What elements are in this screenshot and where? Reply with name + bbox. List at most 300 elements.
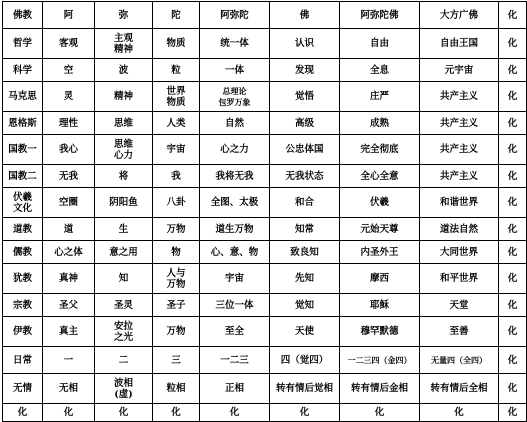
table-cell [270, 317, 340, 347]
table-cell [270, 218, 340, 241]
cell-text: 穆罕默德 [360, 326, 399, 337]
table-cell [420, 241, 499, 264]
table-cell [499, 59, 527, 82]
table-cell [153, 188, 200, 218]
cell-text: 弥 [118, 9, 129, 21]
table-cell [43, 29, 95, 59]
cell-text: 至善 [449, 326, 469, 337]
table-cell [153, 29, 200, 59]
cell-text: 化 [507, 91, 518, 102]
cell-text: 和合 [294, 197, 314, 208]
cell-text: 生 [118, 223, 129, 235]
row-header-cell [3, 188, 43, 218]
cell-text: 宗教 [12, 299, 32, 311]
cell-text: 致良知 [290, 246, 319, 258]
table-cell [340, 218, 420, 241]
table-cell [95, 264, 153, 294]
cell-text: 化 [507, 246, 518, 258]
philosophy-comparison-table [2, 1, 527, 422]
table-cell [270, 347, 340, 374]
row-header-cell [3, 135, 43, 165]
table-row [3, 112, 527, 135]
cell-text: 粒相 [166, 383, 186, 394]
cell-text: 儒教 [12, 246, 32, 258]
table-cell [43, 294, 95, 317]
table-cell [340, 165, 420, 188]
cell-text: 自由 [369, 38, 389, 49]
cell-text: 我心 [58, 144, 78, 155]
table-cell [420, 29, 499, 59]
cell-text: 化 [507, 64, 518, 76]
table-cell [499, 374, 527, 404]
cell-text: 统一体 [220, 38, 249, 49]
cell-text: 化 [507, 223, 518, 235]
table-cell [95, 112, 153, 135]
table-cell [420, 2, 499, 29]
table-cell [43, 188, 95, 218]
table-cell [95, 135, 153, 165]
cell-text: 化 [507, 117, 518, 129]
cell-text: 一 [63, 354, 74, 366]
cell-text: 我将无我 [215, 170, 254, 182]
table-cell [153, 241, 200, 264]
cell-text: 三 [171, 354, 181, 366]
cell-text: 国教一 [8, 144, 37, 155]
cell-text: 发现 [294, 64, 314, 76]
table-row [3, 294, 527, 317]
cell-text: 伊教 [12, 326, 32, 337]
table-cell [95, 188, 153, 218]
table-cell [95, 294, 153, 317]
cell-text: 全息 [369, 64, 389, 76]
cell-text: 无情 [12, 383, 32, 394]
table-cell [95, 241, 153, 264]
cell-text: 化 [507, 38, 518, 49]
cell-text: 三位一体 [215, 299, 254, 311]
table-cell [499, 347, 527, 374]
cell-text: 天使 [294, 326, 314, 337]
table-cell [95, 29, 153, 59]
cell-text: 恩格斯 [8, 117, 37, 129]
cell-text: 粒 [171, 64, 181, 76]
cell-text: 人类 [166, 117, 186, 129]
cell-text: 高级 [294, 117, 314, 129]
table-cell [200, 112, 270, 135]
cell-text: 转有情后金相 [350, 383, 408, 394]
cell-text: 化 [229, 407, 240, 418]
cell-text: 道教 [12, 223, 32, 235]
cell-text: 心之力 [220, 144, 249, 155]
cell-text: 圣父 [58, 299, 78, 311]
table-cell [200, 317, 270, 347]
cell-text: 二 [118, 354, 129, 366]
table-row [3, 347, 527, 374]
table-cell [200, 29, 270, 59]
table-cell [153, 374, 200, 404]
table-cell [420, 264, 499, 294]
table-cell [200, 241, 270, 264]
table-cell [340, 188, 420, 218]
table-cell [340, 29, 420, 59]
table-cell [153, 317, 200, 347]
cell-text: 化 [17, 407, 28, 418]
cell-text: 化 [507, 383, 518, 394]
table-cell [270, 112, 340, 135]
table-cell [95, 59, 153, 82]
table-cell [270, 59, 340, 82]
table-cell [270, 294, 340, 317]
cell-text: 圣子 [166, 299, 186, 311]
row-header-cell [3, 374, 43, 404]
table-cell [200, 404, 270, 422]
cell-text: 伏羲 文化 [12, 191, 32, 214]
table-cell [420, 165, 499, 188]
cell-text: 共产主义 [439, 117, 478, 129]
table-cell [43, 112, 95, 135]
cell-text: 佛教 [12, 9, 32, 21]
row-header-cell [3, 347, 43, 374]
cell-text: 空 [63, 64, 74, 76]
table-cell [95, 2, 153, 29]
table-cell [43, 264, 95, 294]
cell-text: 四（觉四） [280, 354, 329, 366]
table-cell [153, 404, 200, 422]
cell-text: 无量四（全四） [431, 354, 487, 365]
table-cell [499, 135, 527, 165]
cell-text: 化 [507, 326, 518, 337]
table-cell [499, 317, 527, 347]
cell-text: 自然 [224, 117, 244, 129]
cell-text: 觉知 [294, 299, 314, 311]
cell-text: 主观 精神 [113, 32, 133, 55]
cell-text: 客观 [58, 38, 78, 49]
cell-text: 大方广佛 [439, 9, 478, 21]
table-cell [340, 264, 420, 294]
cell-text: 认识 [294, 38, 314, 49]
row-header-cell [3, 264, 43, 294]
table-cell [499, 404, 527, 422]
table-cell [153, 294, 200, 317]
table-cell [153, 112, 200, 135]
table-cell [200, 59, 270, 82]
cell-text: 完全彻底 [360, 144, 399, 155]
table-cell [499, 241, 527, 264]
table-row [3, 165, 527, 188]
cell-text: 知 [118, 273, 129, 284]
cell-text: 共产主义 [439, 170, 478, 182]
cell-text: 化 [507, 273, 518, 284]
cell-text: 自由王国 [439, 38, 478, 49]
table-cell [153, 347, 200, 374]
cell-text: 日常 [12, 354, 32, 366]
table-cell [340, 294, 420, 317]
table-row [3, 374, 527, 404]
table-cell [200, 264, 270, 294]
table-cell [340, 317, 420, 347]
cell-text: 化 [63, 407, 74, 418]
cell-text: 我 [171, 170, 181, 182]
table-cell [270, 2, 340, 29]
cell-text: 正相 [224, 383, 244, 394]
cell-text: 化 [299, 407, 310, 418]
cell-text: 阿 [63, 9, 74, 21]
cell-text: 真神 [58, 273, 78, 284]
table-cell [270, 188, 340, 218]
cell-text: 思维 心力 [113, 138, 133, 161]
table-cell [95, 82, 153, 112]
cell-text: 灵 [63, 91, 74, 102]
table-cell [43, 2, 95, 29]
table-cell [270, 264, 340, 294]
row-header-cell [3, 59, 43, 82]
cell-text: 公忠体国 [285, 144, 324, 155]
table-cell [499, 264, 527, 294]
table-cell [499, 188, 527, 218]
cell-text: 意之用 [109, 246, 138, 258]
table-cell [420, 59, 499, 82]
table-row [3, 404, 527, 422]
cell-text: 道法自然 [439, 223, 478, 235]
cell-text: 万物 [166, 326, 186, 337]
cell-text: 成熟 [369, 117, 389, 129]
cell-text: 和谐世界 [439, 197, 478, 208]
cell-text: 庄严 [369, 91, 389, 102]
table-row [3, 29, 527, 59]
table-row [3, 218, 527, 241]
cell-text: 觉悟 [294, 91, 314, 102]
cell-text: 摩西 [369, 273, 389, 284]
table-cell [499, 29, 527, 59]
cell-text: 无我状态 [285, 170, 324, 182]
table-cell [43, 374, 95, 404]
table-cell [420, 135, 499, 165]
table-cell [420, 404, 499, 422]
cell-text: 物质 [166, 38, 186, 49]
table-cell [43, 82, 95, 112]
row-header-cell [3, 112, 43, 135]
table-cell [420, 188, 499, 218]
table-cell [153, 264, 200, 294]
table-row [3, 2, 527, 29]
cell-text: 转有情后全相 [430, 383, 488, 394]
table-cell [95, 165, 153, 188]
cell-text: 化 [374, 407, 385, 418]
cell-text: 马克思 [8, 91, 37, 102]
row-header-cell [3, 29, 43, 59]
table-cell [200, 347, 270, 374]
table-cell [270, 29, 340, 59]
table-cell [340, 59, 420, 82]
cell-text: 化 [507, 144, 518, 155]
cell-text: 内圣外王 [360, 246, 399, 258]
table-row [3, 317, 527, 347]
table-cell [270, 404, 340, 422]
cell-text: 阿弥陀佛 [360, 9, 399, 21]
table-cell [270, 241, 340, 264]
cell-text: 和平世界 [439, 273, 478, 284]
table-cell [499, 2, 527, 29]
table-cell [43, 218, 95, 241]
table-cell [153, 135, 200, 165]
row-header-cell [3, 165, 43, 188]
table-cell [153, 82, 200, 112]
cell-text: 人与 万物 [166, 267, 186, 290]
table-cell [270, 135, 340, 165]
cell-text: 转有情后觉相 [275, 383, 333, 394]
table-cell [499, 218, 527, 241]
cell-text: 宇宙 [166, 144, 186, 155]
table-cell [43, 165, 95, 188]
table-cell [420, 294, 499, 317]
cell-text: 全图、太极 [210, 197, 259, 208]
cell-text: 道生万物 [215, 223, 254, 235]
table-cell [95, 317, 153, 347]
cell-text: 宇宙 [224, 273, 244, 284]
cell-text: 哲学 [12, 38, 32, 49]
cell-text: 知常 [294, 223, 314, 235]
table-cell [200, 135, 270, 165]
cell-text: 圣灵 [113, 299, 133, 311]
table-cell [200, 218, 270, 241]
table-cell [200, 188, 270, 218]
table-cell [153, 59, 200, 82]
table-cell [43, 135, 95, 165]
cell-text: 化 [507, 197, 518, 208]
table-row [3, 82, 527, 112]
table-cell [420, 374, 499, 404]
cell-text: 化 [507, 299, 518, 311]
cell-text: 安拉 之光 [113, 320, 133, 343]
cell-text: 理性 [58, 117, 78, 129]
cell-text: 先知 [294, 273, 314, 284]
table-cell [200, 2, 270, 29]
cell-text: 世界 物质 [166, 85, 186, 108]
cell-text: 元始天尊 [360, 223, 399, 235]
cell-text: 化 [507, 9, 518, 21]
row-header-cell [3, 241, 43, 264]
table-cell [340, 2, 420, 29]
cell-text: 八卦 [166, 197, 186, 208]
cell-text: 至全 [224, 326, 244, 337]
table-cell [270, 82, 340, 112]
cell-text: 物 [171, 246, 181, 258]
cell-text: 一体 [224, 64, 244, 76]
table-row [3, 59, 527, 82]
table-cell [420, 112, 499, 135]
cell-text: 天堂 [449, 299, 469, 311]
table-cell [95, 404, 153, 422]
table-cell [200, 294, 270, 317]
cell-text: 化 [118, 407, 129, 418]
cell-text: 元宇宙 [444, 64, 474, 76]
table-cell [340, 374, 420, 404]
table-cell [95, 347, 153, 374]
table-cell [153, 165, 200, 188]
table-cell [43, 59, 95, 82]
cell-text: 化 [507, 354, 518, 366]
cell-text: 道 [63, 223, 74, 235]
table-cell [270, 165, 340, 188]
table-container [2, 1, 527, 422]
table-cell [153, 2, 200, 29]
cell-text: 共产主义 [439, 144, 478, 155]
table-row [3, 264, 527, 294]
cell-text: 真主 [58, 326, 78, 337]
cell-text: 空圈 [58, 197, 78, 208]
table-cell [499, 112, 527, 135]
cell-text: 化 [171, 407, 181, 418]
table-cell [200, 165, 270, 188]
table-row [3, 241, 527, 264]
table-cell [270, 374, 340, 404]
table-cell [420, 317, 499, 347]
table-cell [43, 317, 95, 347]
cell-text: 伏羲 [369, 197, 389, 208]
cell-text: 心之体 [54, 246, 83, 258]
table-cell [153, 218, 200, 241]
cell-text: 陀 [171, 9, 181, 21]
cell-text: 阿弥陀 [220, 9, 249, 21]
row-header-cell [3, 218, 43, 241]
table-cell [340, 404, 420, 422]
table-cell [200, 374, 270, 404]
cell-text: 总理论 包罗万象 [218, 85, 251, 107]
table-cell [340, 82, 420, 112]
cell-text: 阴阳鱼 [109, 197, 138, 208]
row-header-cell [3, 404, 43, 422]
table-cell [43, 241, 95, 264]
row-header-cell [3, 317, 43, 347]
table-cell [499, 294, 527, 317]
table-cell [420, 347, 499, 374]
cell-text: 大同世界 [439, 246, 478, 258]
table-body [3, 2, 527, 422]
cell-text: 无相 [58, 383, 78, 394]
cell-text: 科学 [12, 64, 32, 76]
row-header-cell [3, 2, 43, 29]
table-cell [340, 241, 420, 264]
cell-text: 思维 [113, 117, 133, 129]
cell-text: 一二三 [220, 354, 249, 366]
table-cell [43, 347, 95, 374]
table-cell [43, 404, 95, 422]
cell-text: 国教二 [8, 170, 37, 182]
table-cell [499, 165, 527, 188]
cell-text: 化 [507, 170, 518, 182]
table-row [3, 135, 527, 165]
cell-text: 心、意、物 [210, 246, 259, 258]
cell-text: 佛 [299, 9, 310, 21]
cell-text: 精神 [113, 91, 133, 102]
cell-text: 耶稣 [369, 299, 389, 311]
table-cell [340, 347, 420, 374]
cell-text: 犹教 [12, 273, 32, 284]
row-header-cell [3, 82, 43, 112]
table-cell [95, 218, 153, 241]
table-cell [420, 82, 499, 112]
table-cell [420, 218, 499, 241]
cell-text: 全心全意 [360, 170, 399, 182]
row-header-cell [3, 294, 43, 317]
cell-text: 波 [118, 64, 129, 76]
table-cell [340, 112, 420, 135]
table-row [3, 188, 527, 218]
cell-text: 将 [118, 170, 129, 182]
cell-text: 一二三四（金四） [347, 354, 412, 365]
cell-text: 共产主义 [439, 91, 478, 102]
cell-text: 化 [454, 407, 464, 418]
table-cell [340, 135, 420, 165]
